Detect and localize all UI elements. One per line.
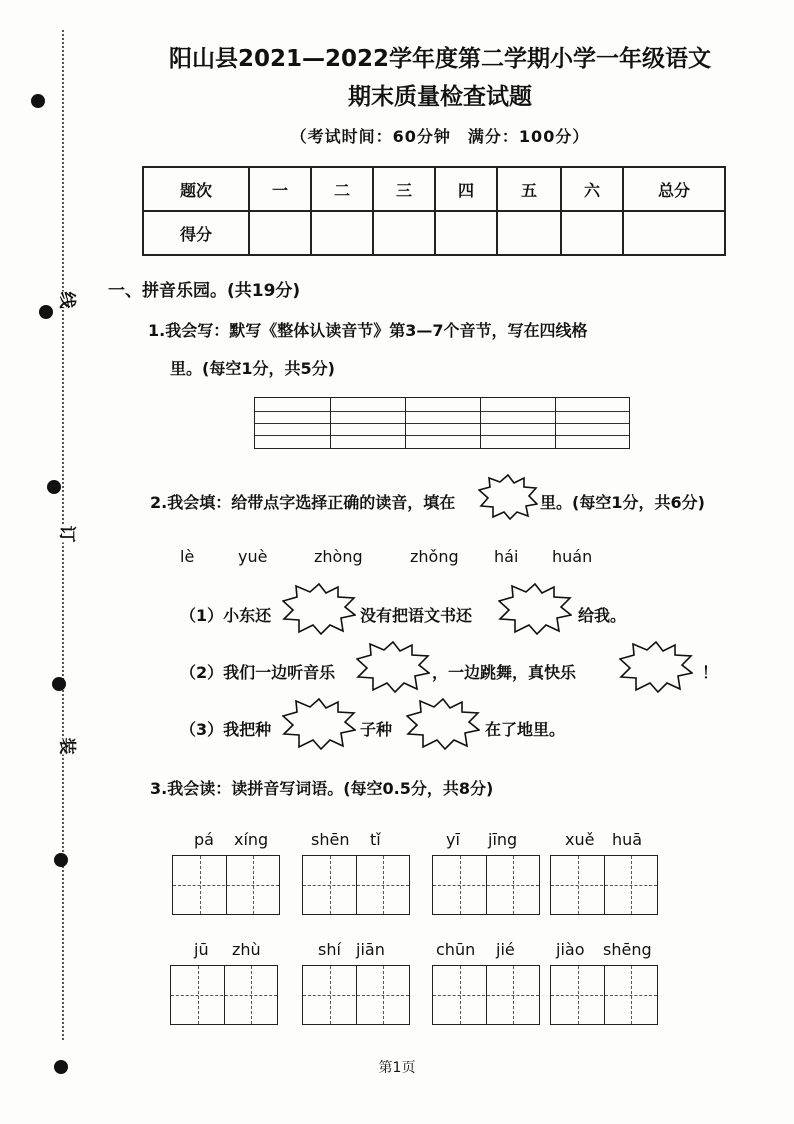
score-cell: 三: [373, 167, 435, 211]
pinyin-option: hái: [494, 547, 519, 566]
score-cell: 一: [249, 167, 311, 211]
word-pinyin: jīng: [488, 830, 518, 849]
binding-hole: [39, 305, 53, 319]
binding-char-xian: 线: [56, 291, 77, 309]
sentence2-part-c: ！: [702, 663, 719, 682]
page-number: 第1页: [378, 1060, 416, 1076]
word-pinyin: yī: [446, 830, 460, 849]
tianzige-grid[interactable]: [432, 965, 540, 1025]
score-cell: 六: [561, 167, 623, 211]
sentence3-part-c: 在了地里。: [485, 720, 566, 739]
word-pinyin: chūn: [436, 940, 476, 959]
word-pinyin: jiān: [356, 940, 385, 959]
score-cell: 五: [497, 167, 561, 211]
score-table: [142, 166, 726, 256]
tianzige-grid[interactable]: [550, 965, 658, 1025]
binding-char-zhuang: 装: [56, 737, 77, 755]
tianzige-grid[interactable]: [302, 965, 410, 1025]
score-cell: 二: [311, 167, 373, 211]
word-pinyin: xíng: [234, 830, 269, 849]
grid-line: [480, 398, 481, 448]
tianzige-grid[interactable]: [172, 855, 280, 915]
score-input-cell[interactable]: [561, 211, 623, 255]
grid-line: [255, 435, 629, 436]
binding-hole: [52, 677, 66, 691]
exam-title-line2: 期末质量检查试题: [348, 84, 532, 110]
sentence2-part-a: （2）我们一边听音乐: [180, 663, 336, 682]
sentence2-part-b: ，一边跳舞，真快乐: [432, 663, 577, 682]
answer-burst-icon[interactable]: [406, 698, 480, 750]
word-pinyin: shēn: [311, 830, 350, 849]
answer-burst-icon[interactable]: [282, 583, 356, 635]
section1-heading: 一、拼音乐园。(共19分): [108, 281, 301, 301]
sentence1-part-a: （1）小东还: [180, 606, 272, 625]
pinyin-option: zhòng: [314, 547, 363, 566]
pinyin-option: lè: [180, 547, 195, 566]
word-pinyin: shí: [318, 940, 341, 959]
binding-hole: [31, 94, 45, 108]
score-input-cell[interactable]: [373, 211, 435, 255]
score-table-score-row: [143, 211, 725, 255]
binding-hole: [47, 480, 61, 494]
score-table-header-row: [143, 167, 725, 211]
q3-text: 3.我会读：读拼音写词语。(每空0.5分，共8分): [150, 779, 494, 798]
pinyin-option: yuè: [238, 547, 268, 566]
score-input-cell[interactable]: [435, 211, 497, 255]
pinyin-option: zhǒng: [410, 547, 459, 566]
sentence1-part-b: 没有把语文书还: [360, 606, 473, 625]
word-pinyin: pá: [194, 830, 214, 849]
four-line-grid[interactable]: [254, 397, 630, 449]
grid-line: [330, 398, 331, 448]
tianzige-grid[interactable]: [432, 855, 540, 915]
word-pinyin: jié: [496, 940, 515, 959]
score-input-cell[interactable]: [623, 211, 725, 255]
answer-burst-icon: [478, 474, 538, 520]
word-pinyin: huā: [612, 830, 643, 849]
sentence3-part-b: 子种: [360, 720, 393, 739]
answer-burst-icon[interactable]: [619, 641, 693, 693]
answer-burst-icon[interactable]: [498, 583, 572, 635]
sentence3-part-a: （3）我把种: [180, 720, 272, 739]
tianzige-grid[interactable]: [302, 855, 410, 915]
exam-title-line1: 阳山县2021—2022学年度第二学期小学一年级语文: [168, 46, 712, 72]
word-pinyin: tǐ: [370, 830, 381, 849]
binding-hole: [54, 853, 68, 867]
tianzige-grid[interactable]: [170, 965, 278, 1025]
tianzige-grid[interactable]: [550, 855, 658, 915]
grid-line: [405, 398, 406, 448]
word-pinyin: jū: [194, 940, 209, 959]
q2-text-prefix: 2.我会填：给带点字选择正确的读音，填在: [150, 493, 456, 512]
answer-burst-icon[interactable]: [356, 641, 430, 693]
score-input-cell[interactable]: [311, 211, 373, 255]
score-row-label: 得分: [143, 211, 249, 255]
answer-burst-icon[interactable]: [282, 698, 356, 750]
word-pinyin: shēng: [603, 940, 652, 959]
q2-text-suffix: 里。(每空1分，共6分): [540, 493, 705, 512]
score-cell: 总分: [623, 167, 725, 211]
word-pinyin: xuě: [565, 830, 595, 849]
word-pinyin: jiào: [556, 940, 585, 959]
score-cell: 四: [435, 167, 497, 211]
pinyin-option: huán: [552, 547, 593, 566]
q1-text-line2: 里。(每空1分，共5分): [170, 359, 335, 378]
grid-line: [555, 398, 556, 448]
grid-line: [255, 411, 629, 412]
word-pinyin: zhù: [232, 940, 261, 959]
score-input-cell[interactable]: [497, 211, 561, 255]
grid-line: [255, 423, 629, 424]
score-input-cell[interactable]: [249, 211, 311, 255]
sentence1-part-c: 给我。: [578, 606, 627, 625]
score-cell: 题次: [143, 167, 249, 211]
q1-text-line1: 1.我会写：默写《整体认读音节》第3—7个音节，写在四线格: [148, 321, 588, 340]
exam-info: （考试时间：60分钟 满分：100分）: [290, 127, 590, 146]
binding-char-ding: 订: [56, 525, 77, 543]
